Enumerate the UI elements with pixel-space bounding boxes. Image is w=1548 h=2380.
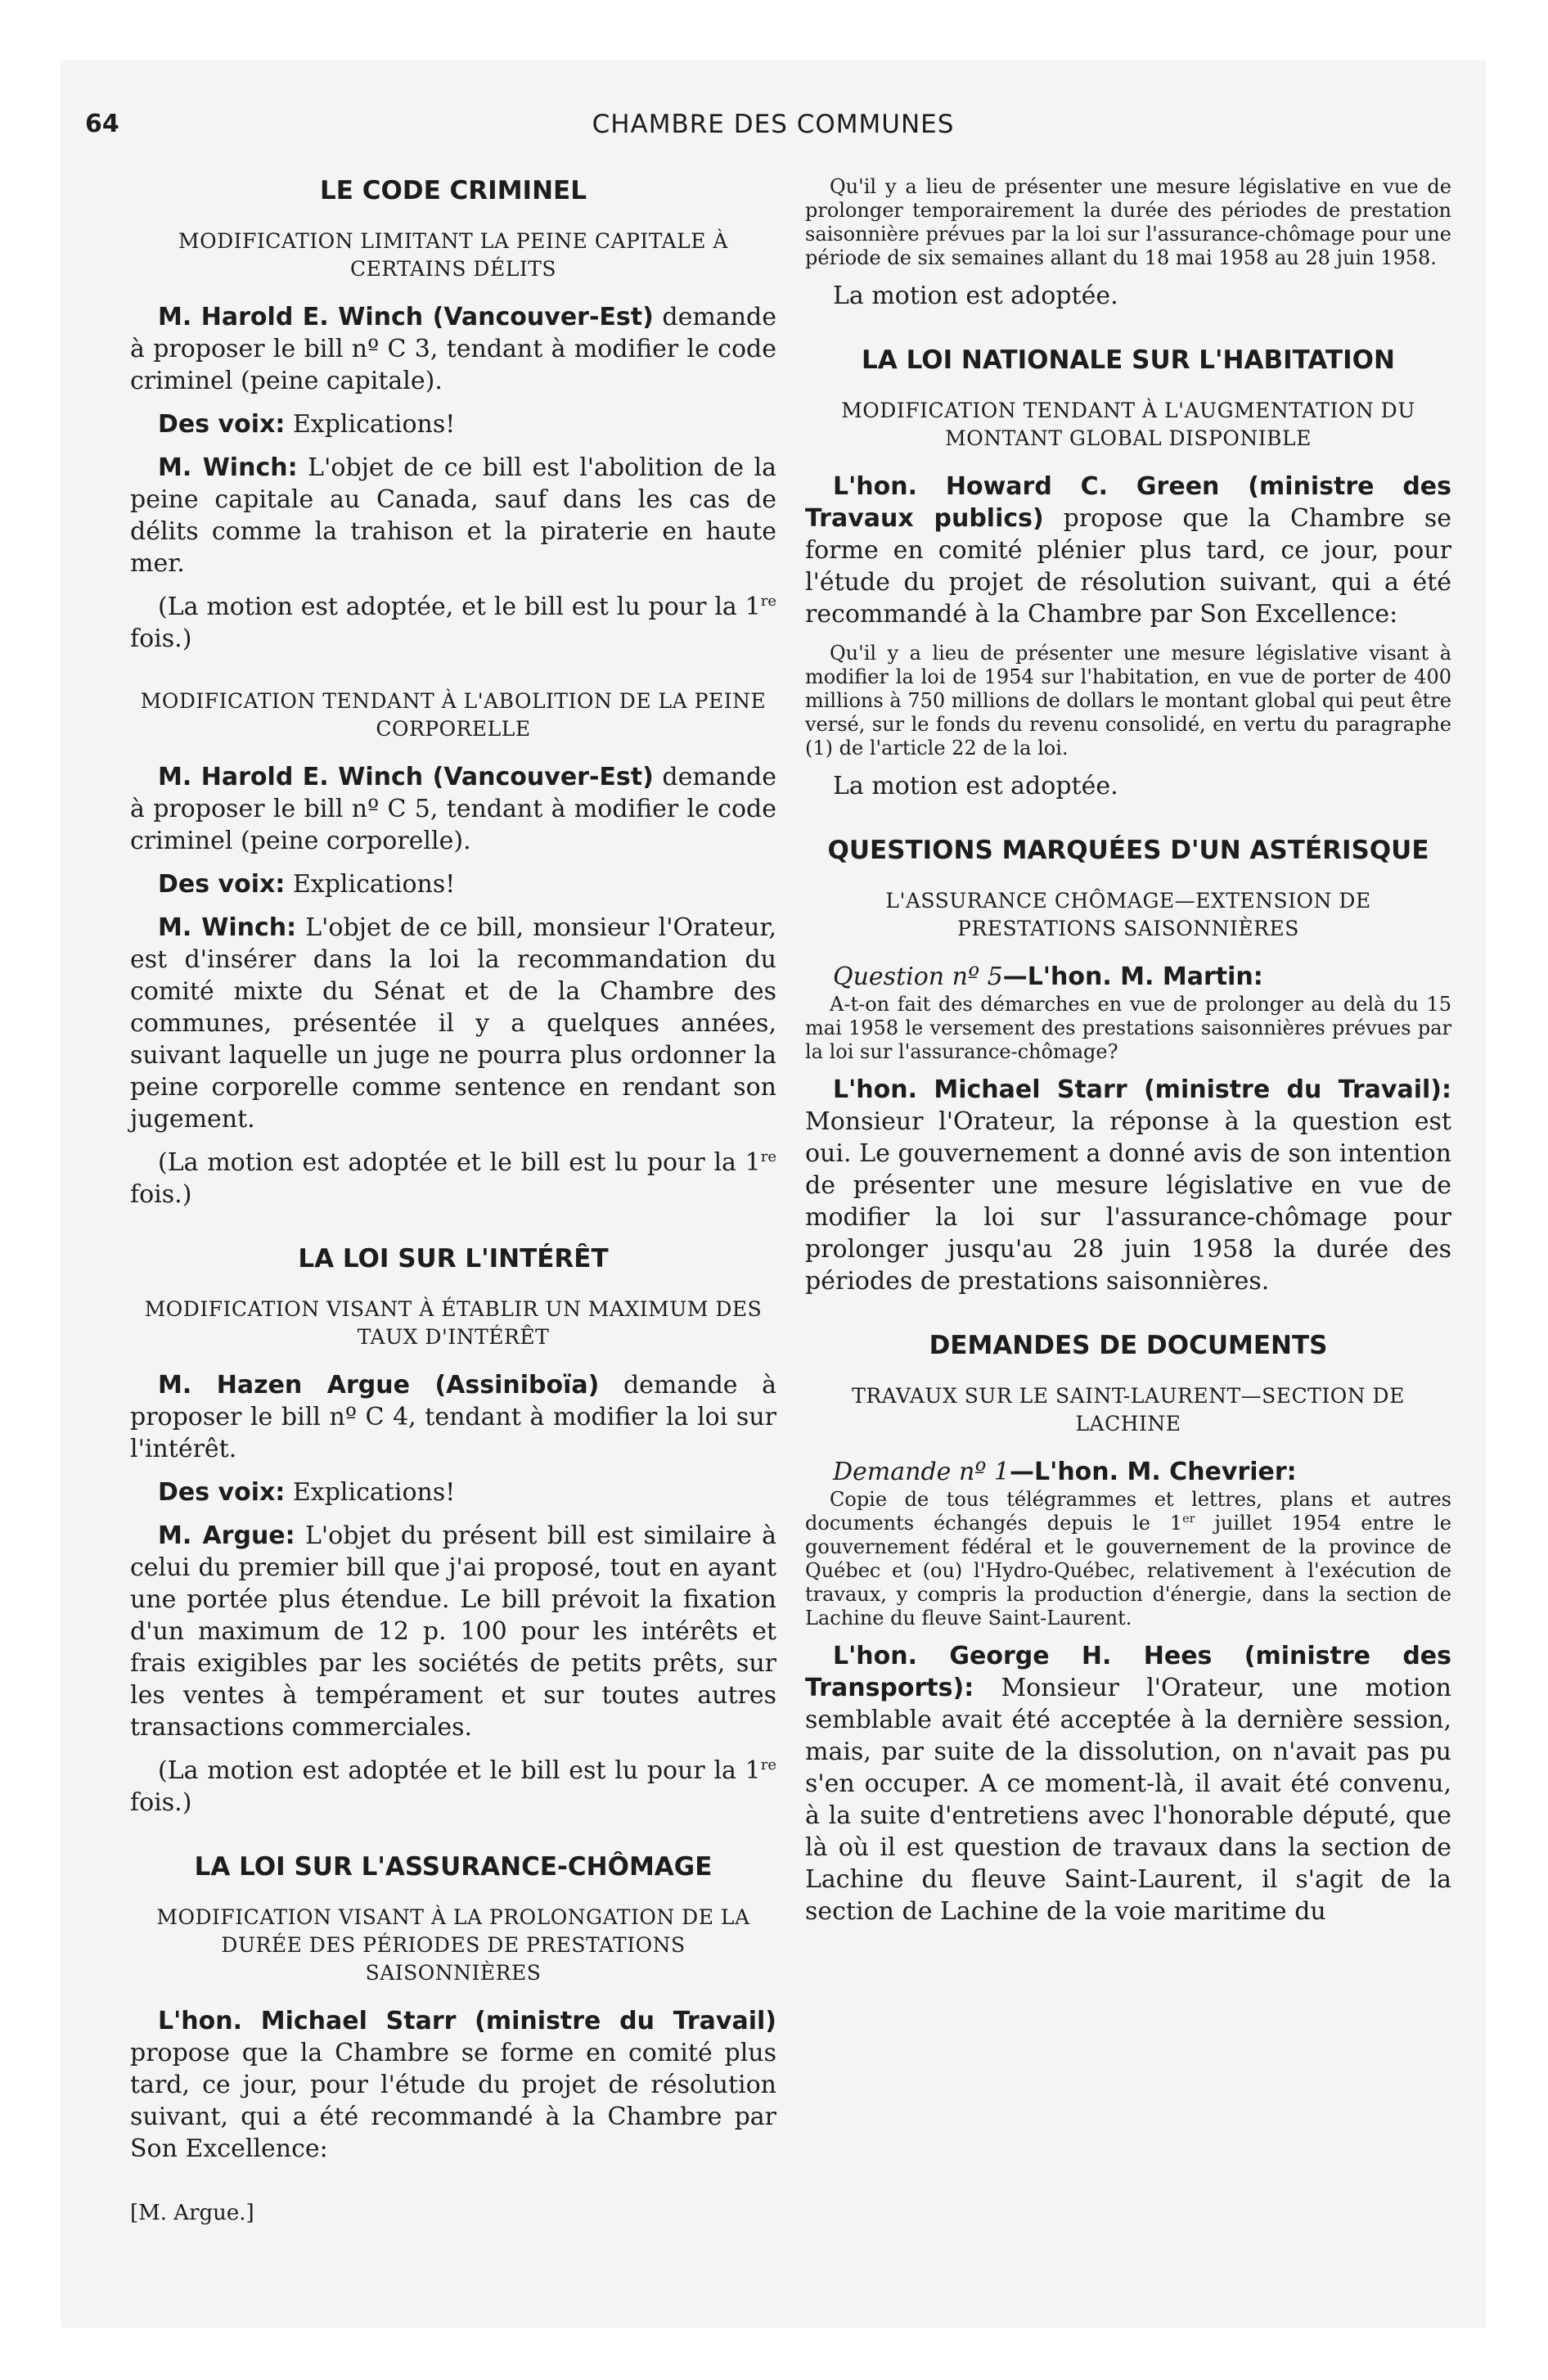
speaker-name: L'hon. Howard C. Green (ministre des Travaux publics) [805, 472, 1451, 533]
motion-note: (La motion est adoptée et le bill est lu pour la 1re fois.) [130, 1756, 776, 1817]
speaker-name: M. Argue: [158, 1521, 295, 1550]
paragraph: M. Harold E. Winch (Vancouver-Est) demande à proposer le bill nº C 3, tendant à modifier le code criminel (peine capitale). [130, 303, 776, 395]
speaker-name: M. Winch: [158, 453, 298, 482]
speaker-name: L'hon. Michael Starr (ministre du Travail) [158, 2007, 776, 2035]
paragraph: M. Argue: L'objet du présent bill est similaire à celui du premier bill que j'ai proposé, tout en ayant une portée plus étendue. Le bill prévoit la fixation d'un maximum de 12 p. 100 pour les intérêts et frais exigibles par les sociétés de petits prêts, sur les ventes à tempérament et sur toutes autres transactions commerciales. [130, 1521, 776, 1742]
document-page [61, 61, 1486, 2328]
speaker-name: M. Harold E. Winch (Vancouver-Est) [158, 763, 654, 791]
paragraph: L'hon. Howard C. Green (ministre des Travaux publics) propose que la Chambre se forme en comité plénier plus tard, ce jour, pour l'étude du projet de résolution suivant, qui a été recommandé à la Chambre par Son Excellence: [805, 472, 1451, 629]
speaker-name: M. Harold E. Winch (Vancouver-Est) [158, 303, 654, 331]
section-title-code-criminel: LE CODE CRIMINEL [320, 176, 587, 205]
section-title-questions: QUESTIONS MARQUÉES D'UN ASTÉRISQUE [827, 836, 1429, 865]
paragraph: M. Winch: L'objet de ce bill, monsieur l'Orateur, est d'insérer dans la loi la recommandation du comité mixte du Sénat et de la Chambre des communes, présentée il y a quelques années, suivant laquelle un juge ne pourra plus ordonner la peine corporelle comme sentence en rendant son jugement. [130, 913, 776, 1134]
section-title-documents: DEMANDES DE DOCUMENTS [929, 1331, 1328, 1360]
footer-speaker-note: [M. Argue.] [130, 2201, 254, 2225]
paragraph: L'hon. Michael Starr (ministre du Travail): Monsieur l'Orateur, la réponse à la question est oui. Le gouvernement a donné avis de son intention de présenter une mesure législative en vue de modifier la loi sur l'assurance-chômage pour prolonger jusqu'au 28 juin 1958 la durée des périodes de prestations saisonnières. [805, 1075, 1451, 1296]
motion-note: (La motion est adoptée et le bill est lu pour la 1re fois.) [130, 1148, 776, 1209]
request-text: Copie de tous télégrammes et lettres, plans et autres documents échangés depuis le 1er juillet 1954 entre le gouvernement fédéral et le gouvernement de la province de Québec et (ou) l'Hydro-Québec, relativement à l'exécution de travaux, y compris la production d'énergie, dans la section de Lachine du fleuve Saint-Laurent. [805, 1488, 1451, 1629]
speaker-name: L'hon. George H. Hees (ministre des Transports): [805, 1642, 1451, 1702]
paragraph: M. Hazen Argue (Assiniboïa) demande à proposer le bill nº C 4, tendant à modifier la loi sur l'intérêt. [130, 1371, 777, 1463]
speaker-name: Des voix: [158, 1478, 286, 1507]
section-title-assurance-chomage: LA LOI SUR L'ASSURANCE-CHÔMAGE [194, 1852, 713, 1882]
paragraph: Des voix: Explications! [158, 870, 456, 899]
request-label: Demande nº 1 [833, 1458, 1010, 1486]
paragraph: M. Harold E. Winch (Vancouver-Est) demande à proposer le bill nº C 5, tendant à modifier le code criminel (peine corporelle). [130, 763, 776, 855]
paragraph: L'hon. George H. Hees (ministre des Transports): Monsieur l'Orateur, une motion semblable avait été acceptée à la dernière session, mais, par suite de la dissolution, on n'avait pas pu s'en occuper. A ce moment-là, il avait été convenu, à la suite d'entretiens avec l'honorable député, que là où il est question de travaux dans la section de Lachine du fleuve Saint-Laurent, il s'agit de la section de Lachine de la voie maritime du [805, 1642, 1451, 1926]
sub-heading: MODIFICATION LIMITANT LA PEINE CAPITALE À CERTAINS DÉLITS [178, 229, 728, 281]
speaker-name: —L'hon. M. Chevrier: [1010, 1458, 1297, 1486]
speaker-name: M. Winch: [158, 913, 297, 942]
question-label: Question nº 5 [833, 962, 1003, 991]
sub-heading: MODIFICATION TENDANT À L'ABOLITION DE LA PEINE CORPORELLE [140, 689, 767, 741]
paragraph: M. Winch: L'objet de ce bill est l'abolition de la peine capitale au Canada, sauf dans les cas de délits comme la trahison et la piraterie en haute mer. [130, 453, 776, 578]
resolution-quote: Qu'il y a lieu de présenter une mesure législative visant à modifier la loi de 1954 sur l'habitation, en vue de porter de 400 millions à 750 millions de dollars le montant global qui peut être versé, sur le fonds du revenu consolidé, en vertu du paragraphe (1) de l'article 22 de la loi. [805, 642, 1451, 760]
question-heading [805, 961, 1451, 993]
resolution-quote: Qu'il y a lieu de présenter une mesure législative en vue de prolonger temporairement la durée des périodes de prestation saisonnière prévues par la loi sur l'assurance-chômage pour une période de six semaines allant du 18 mai 1958 au 28 juin 1958. [805, 175, 1451, 269]
motion-note: La motion est adoptée. [833, 282, 1118, 310]
section-title-habitation: LA LOI NATIONALE SUR L'HABITATION [862, 345, 1395, 375]
section-title-interet: LA LOI SUR L'INTÉRÊT [298, 1244, 609, 1273]
right-column [805, 175, 1451, 1939]
speaker-name: —L'hon. M. Martin: [1002, 962, 1263, 991]
request-heading [805, 1456, 1451, 1488]
paragraph: L'hon. Michael Starr (ministre du Travail) propose que la Chambre se forme en comité plus tard, ce jour, pour l'étude du projet de résolution suivant, qui a été recommandé à la Chambre par Son Excellence: [130, 2007, 776, 2163]
question-text: A-t-on fait des démarches en vue de prolonger au delà du 15 mai 1958 le versement des prestations saisonnières prévues par la loi sur l'assurance-chômage? [805, 993, 1451, 1063]
sub-heading: L'ASSURANCE CHÔMAGE—EXTENSION DE PRESTATIONS SAISONNIÈRES [885, 889, 1371, 940]
motion-note: La motion est adoptée. [833, 772, 1118, 800]
sub-heading: MODIFICATION TENDANT À L'AUGMENTATION DU MONTANT GLOBAL DISPONIBLE [841, 399, 1415, 450]
speaker-name: Des voix: [158, 410, 286, 439]
paragraph: Des voix: Explications! [158, 1478, 456, 1507]
speaker-name: M. Hazen Argue (Assiniboïa) [158, 1371, 600, 1400]
sub-heading: TRAVAUX SUR LE SAINT-LAURENT—SECTION DE LACHINE [852, 1384, 1405, 1436]
motion-note: (La motion est adoptée, et le bill est lu pour la 1re fois.) [130, 593, 776, 653]
paragraph: Des voix: Explications! [158, 410, 456, 439]
speaker-name: L'hon. Michael Starr (ministre du Travail): [833, 1075, 1451, 1104]
sub-heading: MODIFICATION VISANT À LA PROLONGATION DE LA DURÉE DES PÉRIODES DE PRESTATIONS SAISONNIÈRES [156, 1905, 750, 1985]
speaker-name: Des voix: [158, 870, 286, 899]
sub-heading: MODIFICATION VISANT À ÉTABLIR UN MAXIMUM DES TAUX D'INTÉRÊT [144, 1297, 763, 1349]
page-number: 64 [85, 110, 119, 138]
left-column [130, 175, 776, 2229]
running-head: CHAMBRE DES COMMUNES [592, 110, 955, 139]
